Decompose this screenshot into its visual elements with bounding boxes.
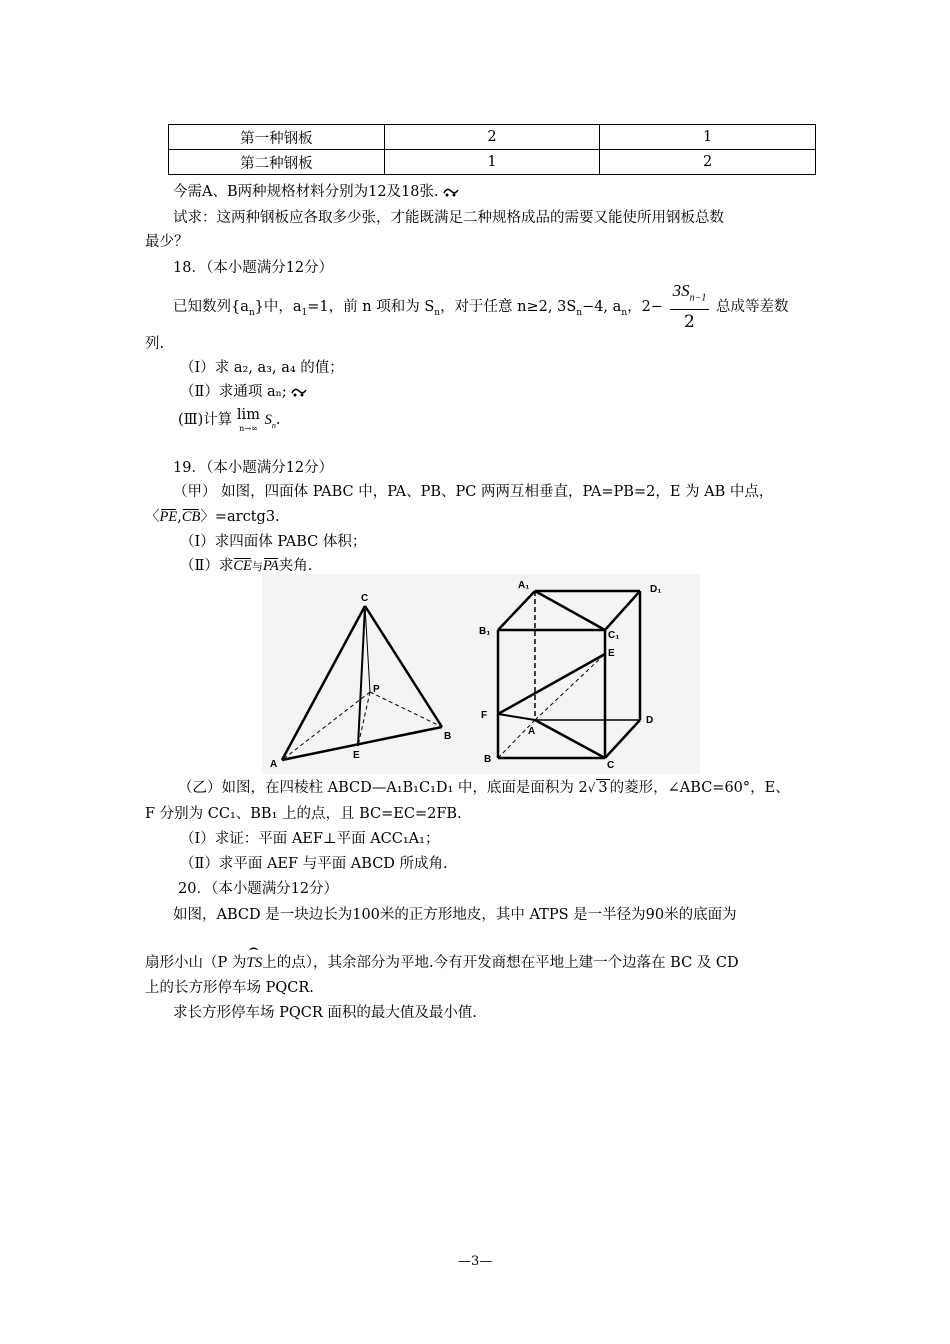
q20-line1: 如图，ABCD 是一块边长为100米的正方形地皮，其中 ATPS 是一半径为90米的底面为 [173, 907, 737, 923]
fig2-label-B1: B₁ [479, 626, 491, 637]
fig2-label-C1: C₁ [608, 630, 620, 641]
fig2-label-A: A [528, 726, 536, 737]
fig2-label-F: F [481, 710, 488, 721]
fig1-label-E: E [353, 750, 360, 761]
fig2-label-E: E [608, 648, 615, 659]
q19-yi-line2: F 分别为 CC₁、BB₁ 上的点，且 BC=EC=2FB. [145, 806, 462, 822]
q19-yi: （乙）如图，在四棱柱 ABCD—A₁B₁C₁D₁ 中，底面是面积为 2√ 3 的菱形，∠ABC=60°，E、 [178, 780, 790, 796]
q19-yi-part1: （Ⅰ）求证：平面 AEF⊥平面 ACC₁A₁； [180, 831, 440, 847]
table-cell: 2 [384, 125, 600, 150]
q19-jia-part2: （Ⅱ）求CE与PA夹角. [180, 558, 313, 574]
fig2-label-B: B [484, 754, 492, 765]
figure-panel [262, 574, 700, 774]
table-cell: 1 [384, 150, 600, 175]
table-row [169, 125, 816, 150]
table-cell: 第二种钢板 [169, 150, 385, 175]
q18-header: 18．（本小题满分12分） [173, 260, 334, 276]
mark-icon [291, 387, 307, 397]
q17-line3: 最少？ [145, 234, 189, 250]
fig2-label-A1: A₁ [518, 580, 530, 591]
q17-line1: 今需A、B两种规格材料分别为12及18张. [173, 180, 459, 201]
fig1-label-A: A [270, 759, 278, 770]
q19-header: 19．（本小题满分12分） [173, 460, 334, 476]
q18-part2: （Ⅱ）求通项 aₙ; [180, 380, 307, 401]
q19-jia-part1: （Ⅰ）求四面体 PABC 体积； [180, 534, 367, 550]
q20-line3: 上的长方形停车场 PQCR. [145, 980, 314, 996]
q20-header: 20．（本小题满分12分） [178, 881, 339, 897]
fig1-label-P: P [373, 684, 380, 695]
q19-jia: （甲） 如图，四面体 PABC 中，PA、PB、PC 两两互相垂直，PA=PB=2，E 为 AB 中点， [173, 484, 774, 500]
q17-line2: 试求：这两种钢板应各取多少张，才能既满足二种规格成品的需要又能使所用钢板总数 [173, 210, 724, 226]
mark-icon [443, 187, 459, 197]
q18-part3: (Ⅲ)计算 lim n→∞ $S_n$. [178, 407, 281, 433]
q19-yi-part2: （Ⅱ）求平面 AEF 与平面 ABCD 所成角. [180, 856, 448, 872]
table-row [169, 150, 816, 175]
q20-line2: 扇形小山（P 为⌢ TS上的点），其余部分为平地.今有开发商想在平地上建一个边落在 BC 及 CD [145, 951, 739, 972]
q19-angle: 〈PE,CB〉=arctg3. [145, 509, 280, 525]
q18-part1: （Ⅰ）求 a₂, a₃, a₄ 的值； [180, 360, 344, 376]
table-cell: 2 [600, 150, 816, 175]
fraction: $\frac{3S_{n-1}}{2}$ [670, 280, 710, 334]
fig2-label-D: D [646, 715, 654, 726]
table-cell: 1 [600, 125, 816, 150]
q18-intro: 已知数列$\{a_n\}$中，$a_1=1$，前 n 项和为 $S_n$，对于任意 n≥2, $3S_n-4$, $a_n$，2− $\frac{3S_{n-1}}{2}$ 总成等差数 [173, 281, 789, 333]
q20-line4: 求长方形停车场 PQCR 面积的最大值及最小值. [173, 1005, 477, 1021]
fig1-label-C: C [361, 593, 369, 604]
page-number: —3— [458, 1254, 493, 1269]
material-table [168, 124, 816, 175]
q18-line2: 列. [145, 336, 165, 352]
table-cell: 第一种钢板 [169, 125, 385, 150]
fig2-label-D1: D₁ [650, 584, 662, 595]
fig2-label-C: C [607, 760, 615, 771]
fig1-label-B: B [444, 731, 452, 742]
